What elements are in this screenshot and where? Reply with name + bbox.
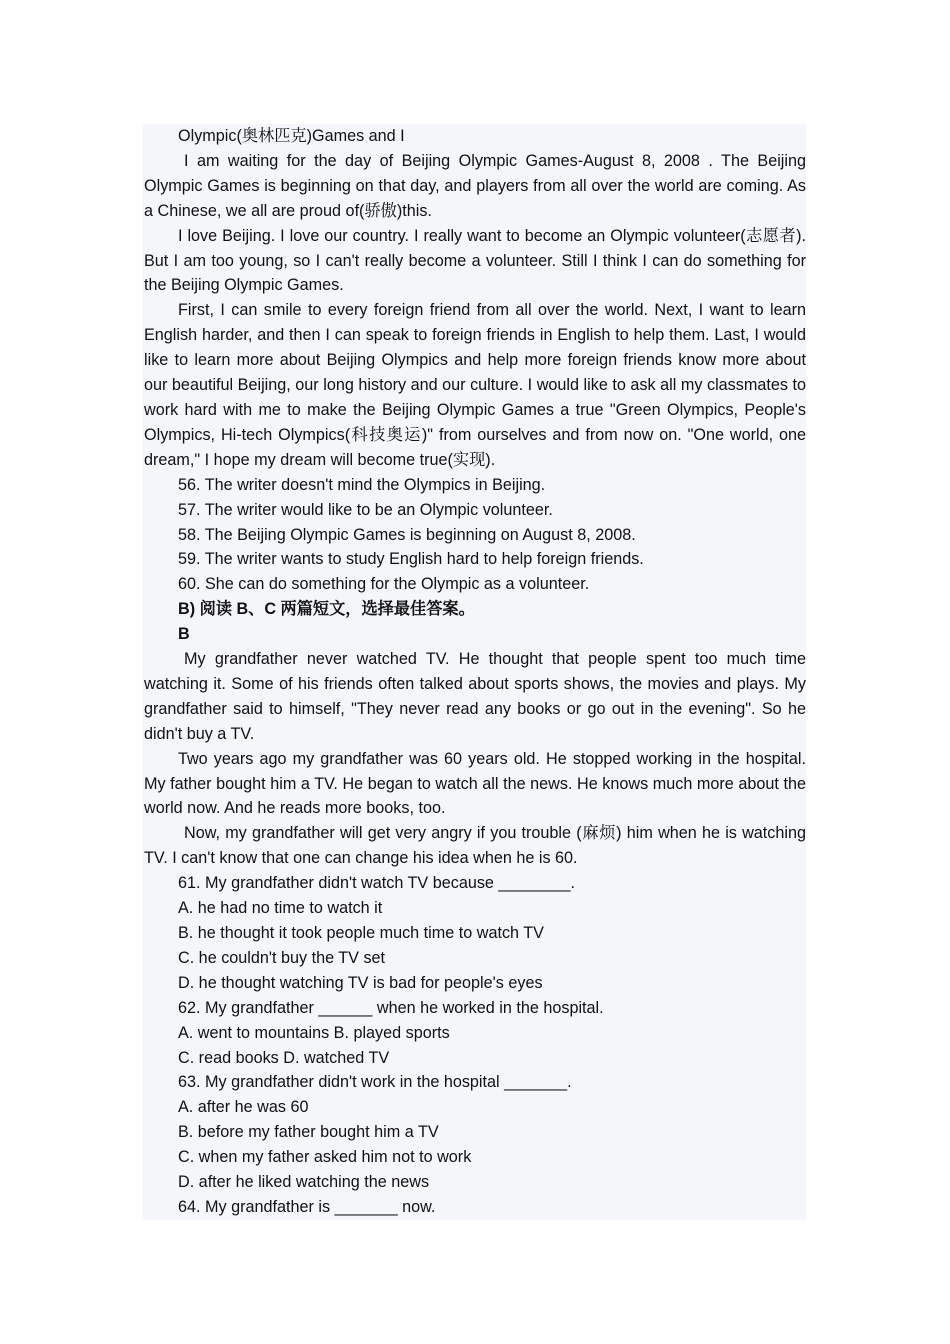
question-63: 63. My grandfather didn't work in the hospital _______.	[178, 1073, 572, 1092]
statement-57: 57. The writer would like to be an Olympic volunteer.	[178, 500, 553, 519]
options-62-cd: C. read books D. watched TV	[178, 1048, 390, 1067]
option-63-c: C. when my father asked him not to work	[178, 1148, 472, 1167]
section-b-heading: B) 阅读 B、C 两篇短文，选择最佳答案。	[178, 600, 475, 619]
passage-a-paragraph-1: I am waiting for the day of Beijing Olympic Games-August 8, 2008 . The Beijing Olympic Games is beginning on that day, and players from all over the world are coming. As a Chinese, we all are proud of(骄傲)this.	[144, 151, 806, 220]
statement-59: 59. The writer wants to study English hard to help foreign friends.	[178, 550, 644, 569]
option-63-d: D. after he liked watching the news	[178, 1173, 430, 1192]
option-61-d: D. he thought watching TV is bad for people's eyes	[178, 973, 543, 992]
statement-60: 60. She can do something for the Olympic as a volunteer.	[178, 575, 590, 594]
passage-a-paragraph-2: I love Beijing. I love our country. I really want to become an Olympic volunteer(志愿者). But I am too young, so I can't really become a volunteer. Still I think I can do something for the Beijing Olympic Games.	[144, 226, 806, 295]
statement-56: 56. The writer doesn't mind the Olympics in Beijing.	[178, 475, 546, 494]
option-63-a: A. after he was 60	[178, 1098, 309, 1117]
options-62-ab: A. went to mountains B. played sports	[178, 1023, 450, 1042]
option-61-b: B. he thought it took people much time to watch TV	[178, 924, 544, 942]
option-61-c: C. he couldn't buy the TV set	[178, 948, 386, 967]
passage-title: Olympic(奥林匹克)Games and I	[178, 127, 405, 145]
question-61: 61. My grandfather didn't watch TV because ________.	[178, 874, 575, 893]
passage-b-paragraph-3: Now, my grandfather will get very angry if you trouble (麻烦) him when he is watching TV. I can't know that one can change his idea when he is 60.	[144, 824, 806, 868]
section-b-label: B	[178, 625, 190, 644]
option-61-a: A. he had no time to watch it	[178, 899, 383, 918]
document-content	[144, 124, 806, 1220]
passage-b-paragraph-2: Two years ago my grandfather was 60 years old. He stopped working in the hospital. My father bought him a TV. He began to watch all the news. He knows much more about the world now. And he reads more books, too.	[144, 749, 806, 818]
question-64: 64. My grandfather is _______ now.	[178, 1197, 436, 1216]
option-63-b: B. before my father bought him a TV	[178, 1123, 439, 1142]
statement-58: 58. The Beijing Olympic Games is beginning on August 8, 2008.	[178, 525, 636, 544]
passage-b-paragraph-1: My grandfather never watched TV. He thought that people spent too much time watching it. Some of his friends often talked about sports shows, the movies and plays. My grandfather said to himself, "They never read any books or go out in the evening". So he didn't buy a TV.	[144, 650, 806, 743]
passage-a-paragraph-3: First, I can smile to every foreign friend from all over the world. Next, I want to learn English harder, and then I can speak to foreign friends in English to help them. Last, I would like to learn more about Beijing Olympics and help more foreign friends know more about our beautiful Beijing, our long history and our culture. I would like to ask all my classmates to work hard with me to make the Beijing Olympic Games a true "Green Olympics, People's Olympics, Hi-tech Olympics(科技奥运)" from ourselves and from now on. "One world, one dream," I hope my dream will become true(实现).	[144, 301, 806, 469]
question-62: 62. My grandfather ______ when he worked in the hospital.	[178, 998, 604, 1017]
